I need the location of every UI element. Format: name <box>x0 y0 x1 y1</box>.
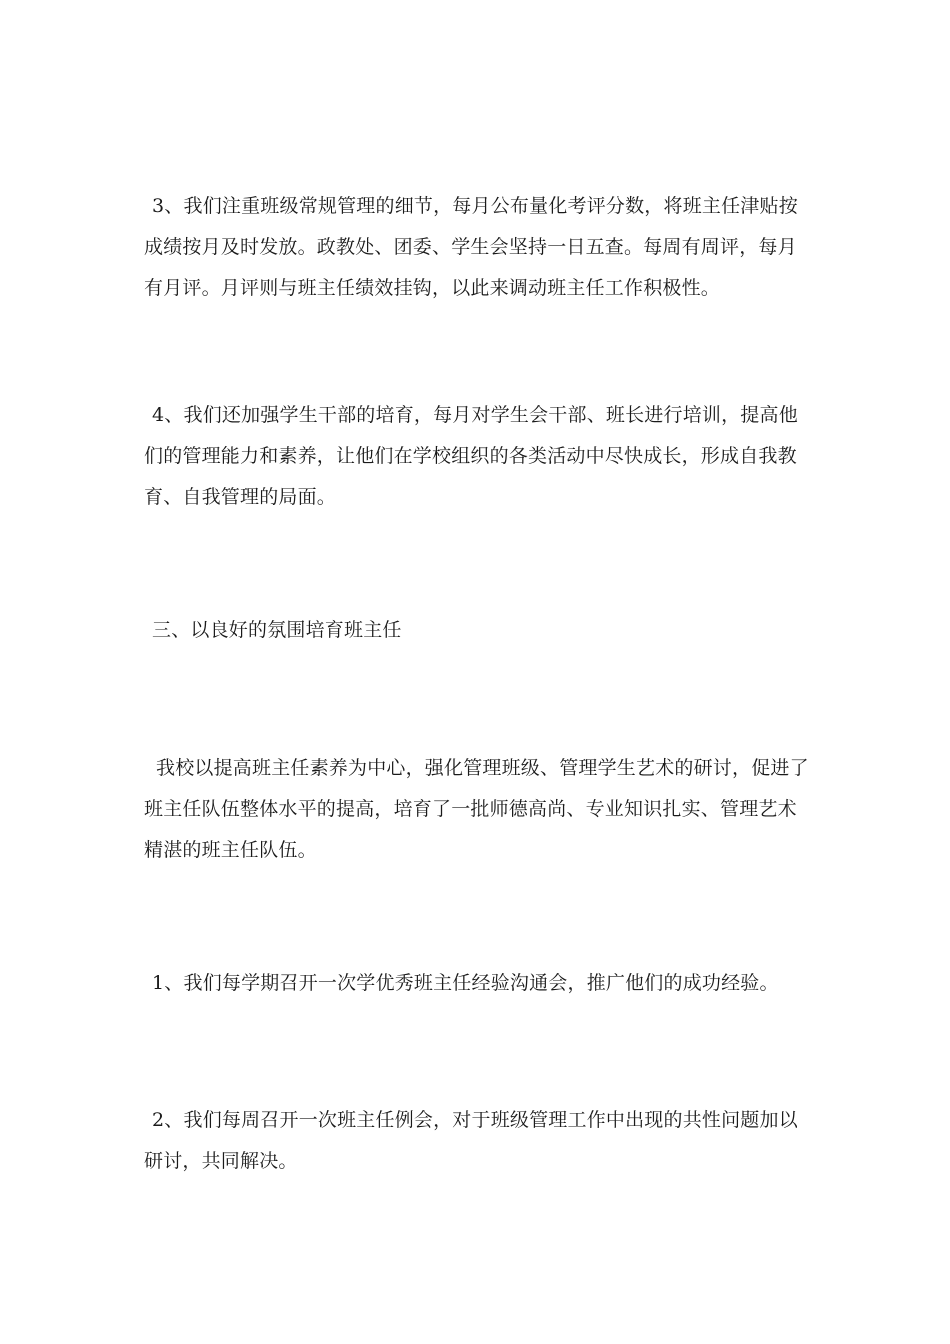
paragraph-item-3: 3、我们注重班级常规管理的细节，每月公布量化考评分数，将班主任津贴按成绩按月及时发放。政教处、团委、学生会坚持一日五查。每周有周评，每月有月评。月评则与班主任绩效挂钩，以此来调动班主任工作积极性。 <box>144 195 798 299</box>
paragraph-item-4: 4、我们还加强学生干部的培育，每月对学生会干部、班长进行培训，提高他们的管理能力和素养，让他们在学校组织的各类活动中尽快成长，形成自我教育、自我管理的局面。 <box>144 404 798 508</box>
paragraph-intro: 我校以提高班主任素养为中心，强化管理班级、管理学生艺术的研讨，促进了班主任队伍整体水平的提高，培育了一批师德高尚、专业知识扎实、管理艺术精湛的班主任队伍。 <box>144 757 809 861</box>
paragraph-item-2: 2、我们每周召开一次班主任例会，对于班级管理工作中出现的共性问题加以研讨，共同解决。 <box>144 1109 798 1172</box>
section-heading-3: 三、以良好的氛围培育班主任 <box>152 619 402 641</box>
paragraph-item-1: 1、我们每学期召开一次学优秀班主任经验沟通会，推广他们的成功经验。 <box>152 972 779 994</box>
